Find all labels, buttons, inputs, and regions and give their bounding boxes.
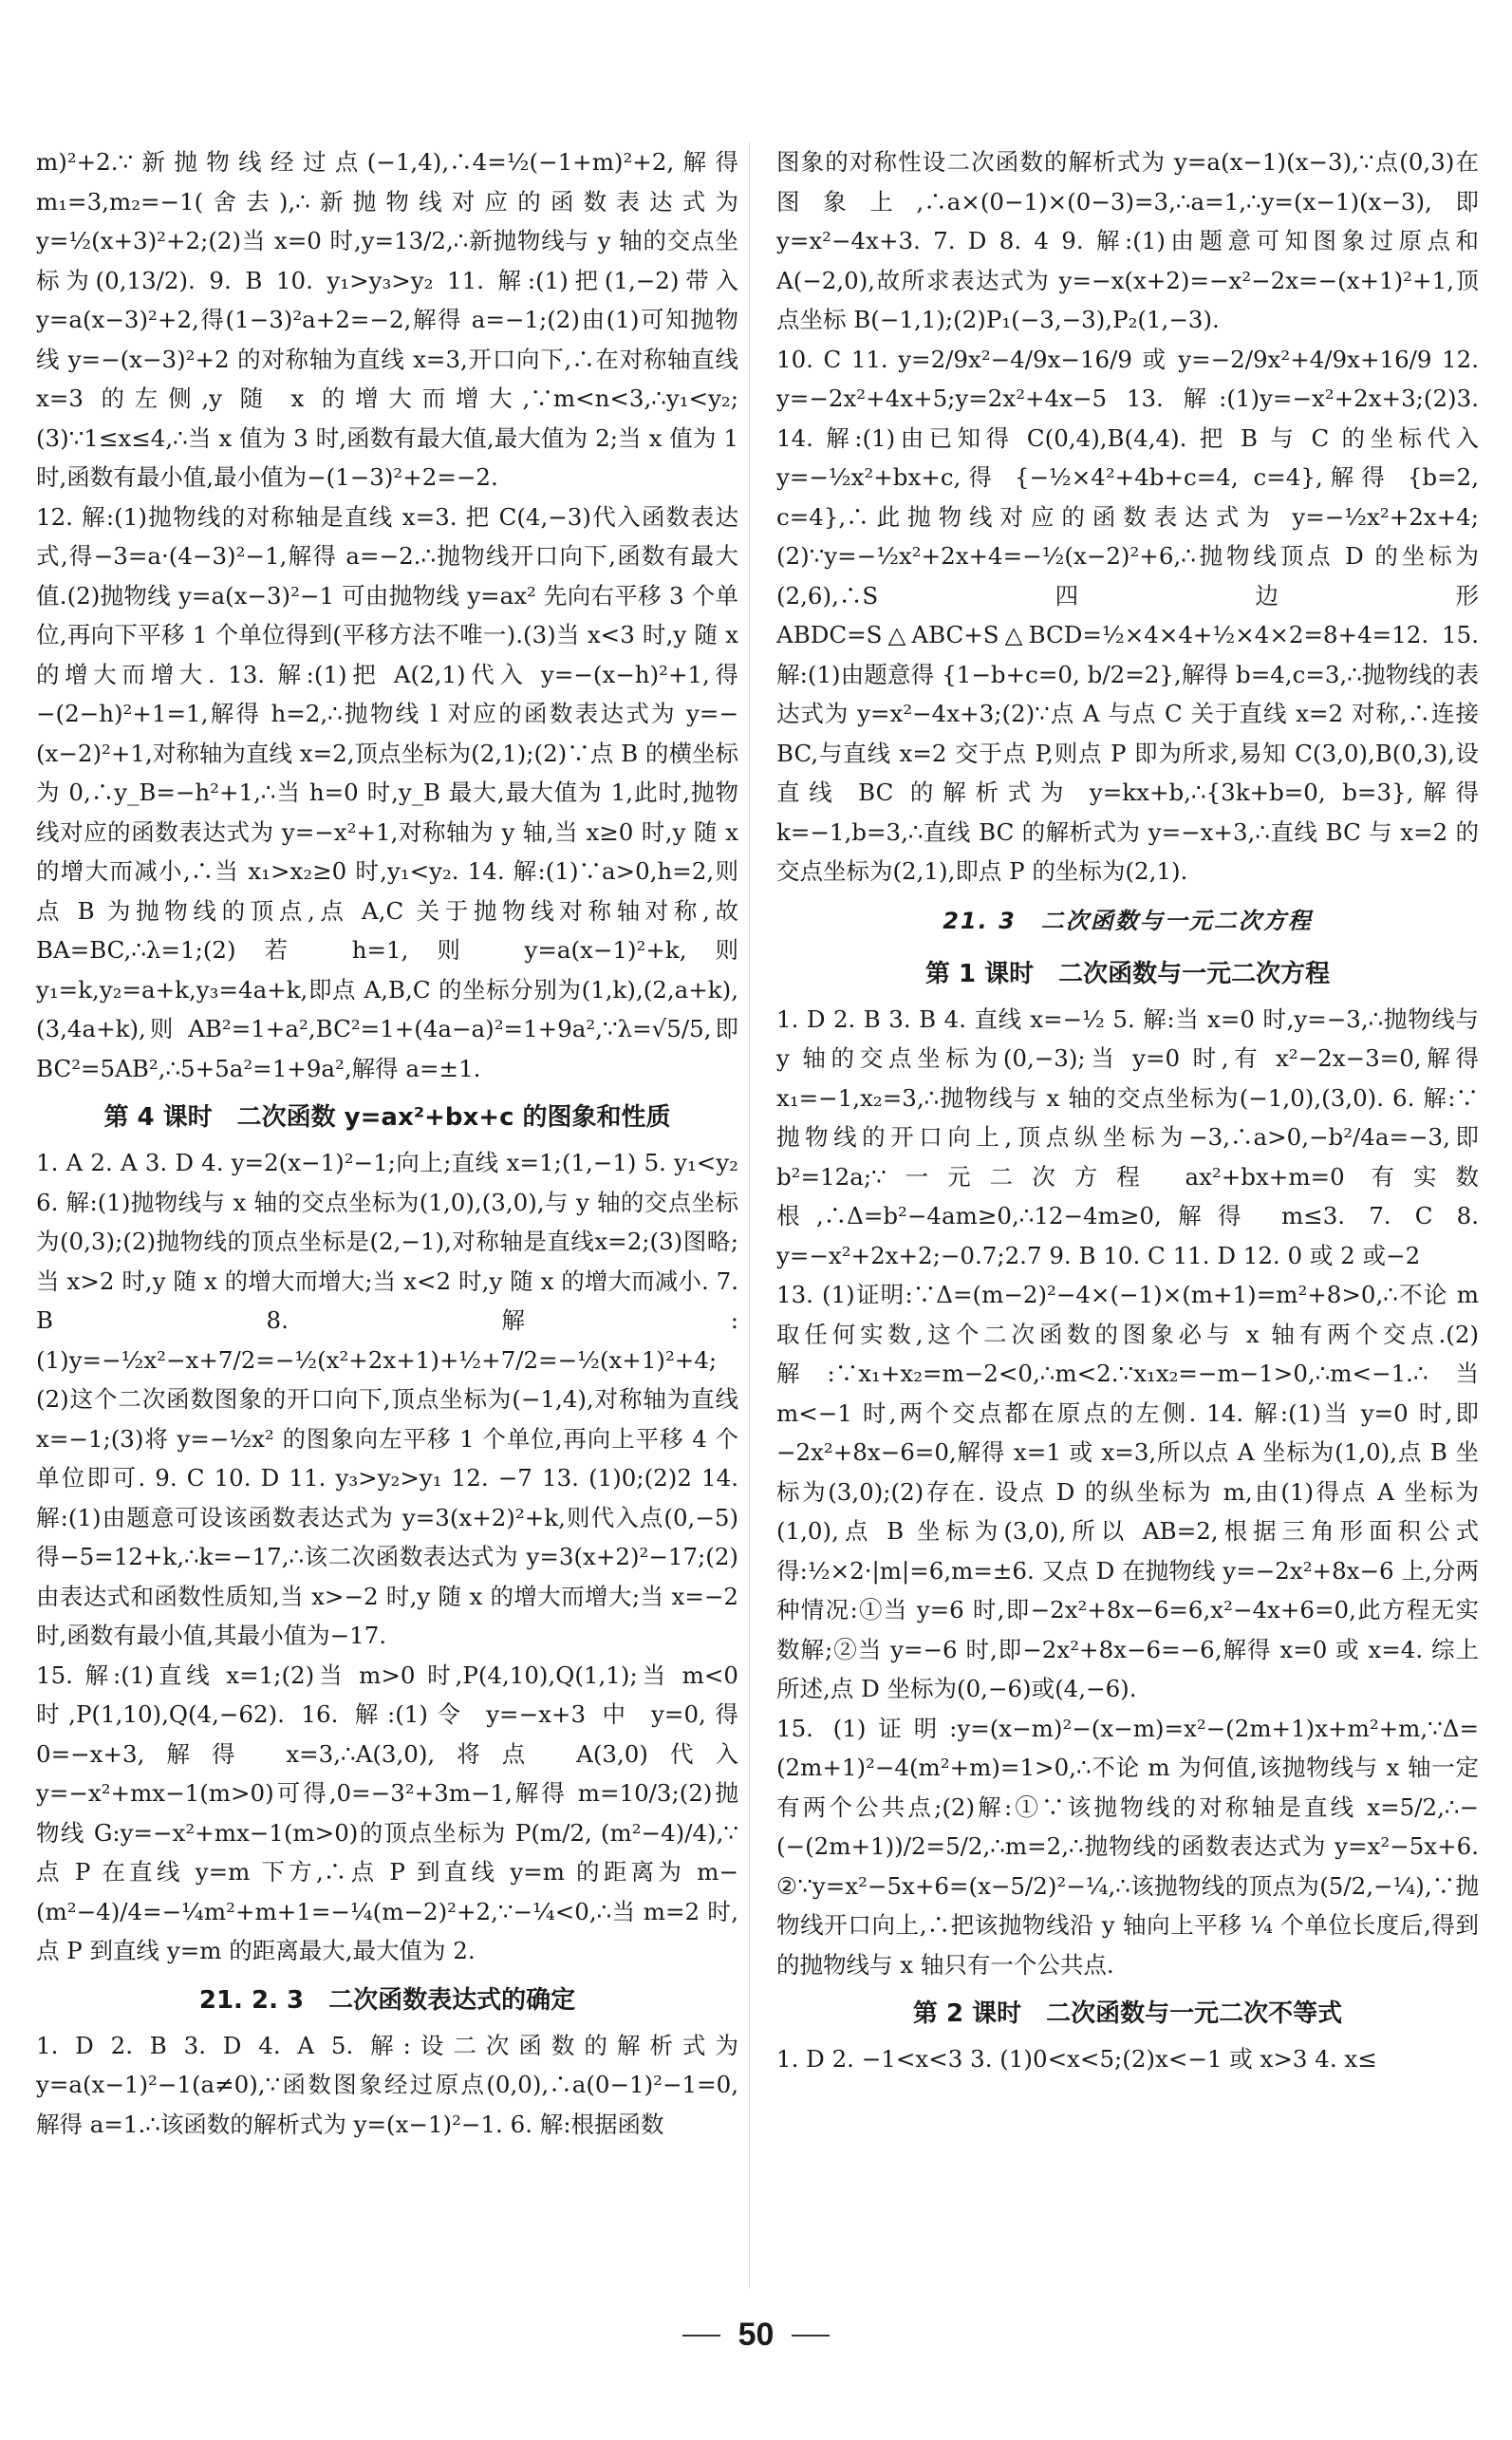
column-divider bbox=[749, 142, 750, 2288]
section-title: 21. 2. 3 二次函数表达式的确定 bbox=[198, 1985, 576, 2015]
right-column bbox=[776, 142, 1479, 2079]
answer-paragraph: 1. D 2. B 3. B 4. 直线 x=−½ 5. 解:当 x=0 时,y=−3,∴抛物线与 y 轴的交点坐标为(0,−3);当 y=0 时,有 x²−2x−3=0,解得 x₁=−1,x₂=3,∴抛物线与 x 轴的交点坐标为(−1,0),(3,0). 6. 解:∵抛物线的开口向上,顶点纵坐标为−3,∴a>0,−b²/4a=−3,即 b²=12a;∵一元二次方程 ax²+bx+m=0 有实数根,∴Δ=b²−4am≥0,∴12−4m≥0,解得 m≤3. 7. C 8. y=−x²+2x+2;−0.7;2.7 9. B 10. C 11. D 12. 0 或 2 或−2 bbox=[776, 1004, 1479, 1269]
answer-paragraph: 1. D 2. −1<x<3 3. (1)0<x<5;(2)x<−1 或 x>3 4. x≤ bbox=[776, 2045, 1377, 2073]
footer-line-right bbox=[792, 2335, 830, 2337]
answer-paragraph: 12. 解:(1)抛物线的对称轴是直线 x=3. 把 C(4,−3)代入函数表达式,得−3=a·(4−3)²−1,解得 a=−2.∴抛物线开口向下,函数有最大值.(2)抛物线 y=a(x−3)²−1 可由抛物线 y=ax² 先向右平移 3 个单位,再向下平移 1 个单位得到(平移方法不唯一).(3)当 x<3 时,y 随 x 的增大而增大. 13. 解:(1)把 A(2,1)代入 y=−(x−h)²+1,得−(2−h)²+1=1,解得 h=2,∴抛物线 l 对应的函数表达式为 y=−(x−2)²+1,对称轴为直线 x=2,顶点坐标为(2,1);(2)∵点 B 的横坐标为 0,∴y_B=−h²+1,∴当 h=0 时,y_B 最大,最大值为 1,此时,抛物线对应的函数表达式为 y=−x²+1,对称轴为 y 轴,当 x≥0 时,y 随 x 的增大而减小,∴当 x₁>x₂≥0 时,y₁<y₂. 14. 解:(1)∵a>0,h=2,则点 B 为抛物线的顶点,点 A,C 关于抛物线对称轴对称,故 BA=BC,∴λ=1;(2)若 h=1,则 y=a(x−1)²+k,则 y₁=k,y₂=a+k,y₃=4a+k,即点 A,B,C 的坐标分别为(1,k),(2,a+k),(3,4a+k),则 AB²=1+a²,BC²=1+(4a−a)²=1+9a²,∵λ=√5/5,即 BC²=5AB²,∴5+5a²=1+9a²,解得 a=±1. bbox=[36, 502, 738, 1082]
left-column bbox=[36, 142, 738, 2144]
answer-paragraph: 1. D 2. B 3. D 4. A 5. 解:设二次函数的解析式为 y=a(x−1)²−1(a≠0),∵函数图象经过原点(0,0),∴a(0−1)²−1=0,解得 a=1.∴该函数的解析式为 y=(x−1)²−1. 6. 解:根据函数 bbox=[36, 2031, 738, 2138]
answer-paragraph: 1. A 2. A 3. D 4. y=2(x−1)²−1;向上;直线 x=1;(1,−1) 5. y₁<y₂ 6. 解:(1)抛物线与 x 轴的交点坐标为(1,0),(3,0),与 y 轴的交点坐标为(0,3);(2)抛物线的顶点坐标是(2,−1),对称轴是直线x=2;(3)图略;当 x>2 时,y 随 x 的增大而增大;当 x<2 时,y 随 x 的增大而减小. 7. B 8. 解:(1)y=−½x²−x+7/2=−½(x²+2x+1)+½+7/2=−½(x+1)²+4;(2)这个二次函数图象的开口向下,顶点坐标为(−1,4),对称轴为直线 x=−1;(3)将 y=−½x² 的图象向左平移 1 个单位,再向上平移 4 个单位即可. 9. C 10. D 11. y₃>y₂>y₁ 12. −7 13. (1)0;(2)2 14. 解:(1)由题意可设该函数表达式为 y=3(x+2)²+k,则代入点(0,−5)得−5=12+k,∴k=−17,∴该二次函数表达式为 y=3(x+2)²−17;(2)由表达式和函数性质知,当 x>−2 时,y 随 x 的增大而增大;当 x=−2 时,函数有最小值,其最小值为−17. bbox=[36, 1149, 738, 1649]
page-footer bbox=[0, 2317, 1512, 2354]
section-subtitle: 21. 3 二次函数与一元二次方程 bbox=[943, 907, 1313, 934]
answer-paragraph: 图象的对称性设二次函数的解析式为 y=a(x−1)(x−3),∵点(0,3)在图象上,∴a×(0−1)×(0−3)=3,∴a=1,∴y=(x−1)(x−3),即 y=x²−4x+3. 7. D 8. 4 9. 解:(1)由题意可知图象过原点和 A(−2,0),故所求表达式为 y=−x(x+2)=−x²−2x=−(x+1)²+1,顶点坐标 B(−1,1);(2)P₁(−3,−3),P₂(1,−3). bbox=[776, 148, 1479, 333]
answer-paragraph: 15. (1)证明:y=(x−m)²−(x−m)=x²−(2m+1)x+m²+m,∵Δ=(2m+1)²−4(m²+m)=1>0,∴不论 m 为何值,该抛物线与 x 轴一定有两个公共点;(2)解:①∵该抛物线的对称轴是直线 x=5/2,∴−(−(2m+1))/2=5/2,∴m=2,∴抛物线的函数表达式为 y=x²−5x+6. ②∵y=x²−5x+6=(x−5/2)²−¼,∴该抛物线的顶点为(5/2,−¼),∵抛物线开口向上,∴把该抛物线沿 y 轴向上平移 ¼ 个单位长度后,得到的抛物线与 x 轴只有一个公共点. bbox=[776, 1714, 1479, 1979]
footer-line-left bbox=[682, 2335, 720, 2337]
page-number: 50 bbox=[737, 2317, 775, 2353]
section-title: 第 2 课时 二次函数与一元二次不等式 bbox=[912, 1999, 1343, 2028]
answer-paragraph: 10. C 11. y=2/9x²−4/9x−16/9 或 y=−2/9x²+4/9x+16/9 12. y=−2x²+4x+5;y=2x²+4x−5 13. 解:(1)y=−x²+2x+3;(2)3. 14. 解:(1)由已知得 C(0,4),B(4,4). 把 B 与 C 的坐标代入 y=−½x²+bx+c,得 {−½×4²+4b+c=4, c=4},解得 {b=2, c=4},∴此抛物线对应的函数表达式为 y=−½x²+2x+4;(2)∵y=−½x²+2x+4=−½(x−2)²+6,∴抛物线顶点 D 的坐标为(2,6),∴S四边形ABDC=S△ABC+S△BCD=½×4×4+½×4×2=8+4=12. 15. 解:(1)由题意得 {1−b+c=0, b/2=2},解得 b=4,c=3,∴抛物线的表达式为 y=x²−4x+3;(2)∵点 A 与点 C 关于直线 x=2 对称,∴连接 BC,与直线 x=2 交于点 P,则点 P 即为所求,易知 C(3,0),B(0,3),设直线 BC 的解析式为 y=kx+b,∴{3k+b=0, b=3},解得 k=−1,b=3,∴直线 BC 的解析式为 y=−x+3,∴直线 BC 与 x=2 的交点坐标为(2,1),即点 P 的坐标为(2,1). bbox=[776, 345, 1479, 885]
section-title: 第 1 课时 二次函数与一元二次方程 bbox=[924, 959, 1331, 988]
answer-paragraph: 15. 解:(1)直线 x=1;(2)当 m>0 时,P(4,10),Q(1,1);当 m<0 时,P(1,10),Q(4,−62). 16. 解:(1)令 y=−x+3 中 y=0,得 0=−x+3,解得 x=3,∴A(3,0),将点 A(3,0)代入 y=−x²+mx−1(m>0)可得,0=−3²+3m−1,解得 m=10/3;(2)抛物线 G:y=−x²+mx−1(m>0)的顶点坐标为 P(m/2, (m²−4)/4),∵点 P 在直线 y=m 下方,∴点 P 到直线 y=m 的距离为 m−(m²−4)/4=−¼m²+m+1=−¼(m−2)²+2,∵−¼<0,∴当 m=2 时,点 P 到直线 y=m 的距离最大,最大值为 2. bbox=[36, 1661, 738, 1964]
answer-paragraph: m)²+2.∵新抛物线经过点(−1,4),∴4=½(−1+m)²+2,解得 m₁=3,m₂=−1(舍去),∴新抛物线对应的函数表达式为 y=½(x+3)²+2;(2)当 x=0 时,y=13/2,∴新抛物线与 y 轴的交点坐标为(0,13/2). 9. B 10. y₁>y₃>y₂ 11. 解:(1)把(1,−2)带入 y=a(x−3)²+2,得(1−3)²a+2=−2,解得 a=−1;(2)由(1)可知抛物线 y=−(x−3)²+2 的对称轴为直线 x=3,开口向下,∴在对称轴直线 x=3 的左侧,y 随 x 的增大而增大,∵m<n<3,∴y₁<y₂;(3)∵1≤x≤4,∴当 x 值为 3 时,函数有最大值,最大值为 2;当 x 值为 1 时,函数有最小值,最小值为−(1−3)²+2=−2. bbox=[36, 148, 738, 491]
answer-paragraph: 13. (1)证明:∵Δ=(m−2)²−4×(−1)×(m+1)=m²+8>0,∴不论 m 取任何实数,这个二次函数的图象必与 x 轴有两个交点.(2)解:∵x₁+x₂=m−2<0,∴m<2.∵x₁x₂=−m−1>0,∴m<−1.∴当 m<−1 时,两个交点都在原点的左侧. 14. 解:(1)当 y=0 时,即−2x²+8x−6=0,解得 x=1 或 x=3,所以点 A 坐标为(1,0),点 B 坐标为(3,0);(2)存在. 设点 D 的纵坐标为 m,由(1)得点 A 坐标为(1,0),点 B 坐标为(3,0),所以 AB=2,根据三角形面积公式得:½×2·|m|=6,m=±6. 又点 D 在抛物线 y=−2x²+8x−6 上,分两种情况:①当 y=6 时,即−2x²+8x−6=6,x²−4x+6=0,此方程无实数解;②当 y=−6 时,即−2x²+8x−6=−6,解得 x=0 或 x=4. 综上所述,点 D 坐标为(0,−6)或(4,−6). bbox=[776, 1281, 1479, 1702]
section-title: 第 4 课时 二次函数 y=ax²+bx+c 的图象和性质 bbox=[103, 1103, 671, 1132]
